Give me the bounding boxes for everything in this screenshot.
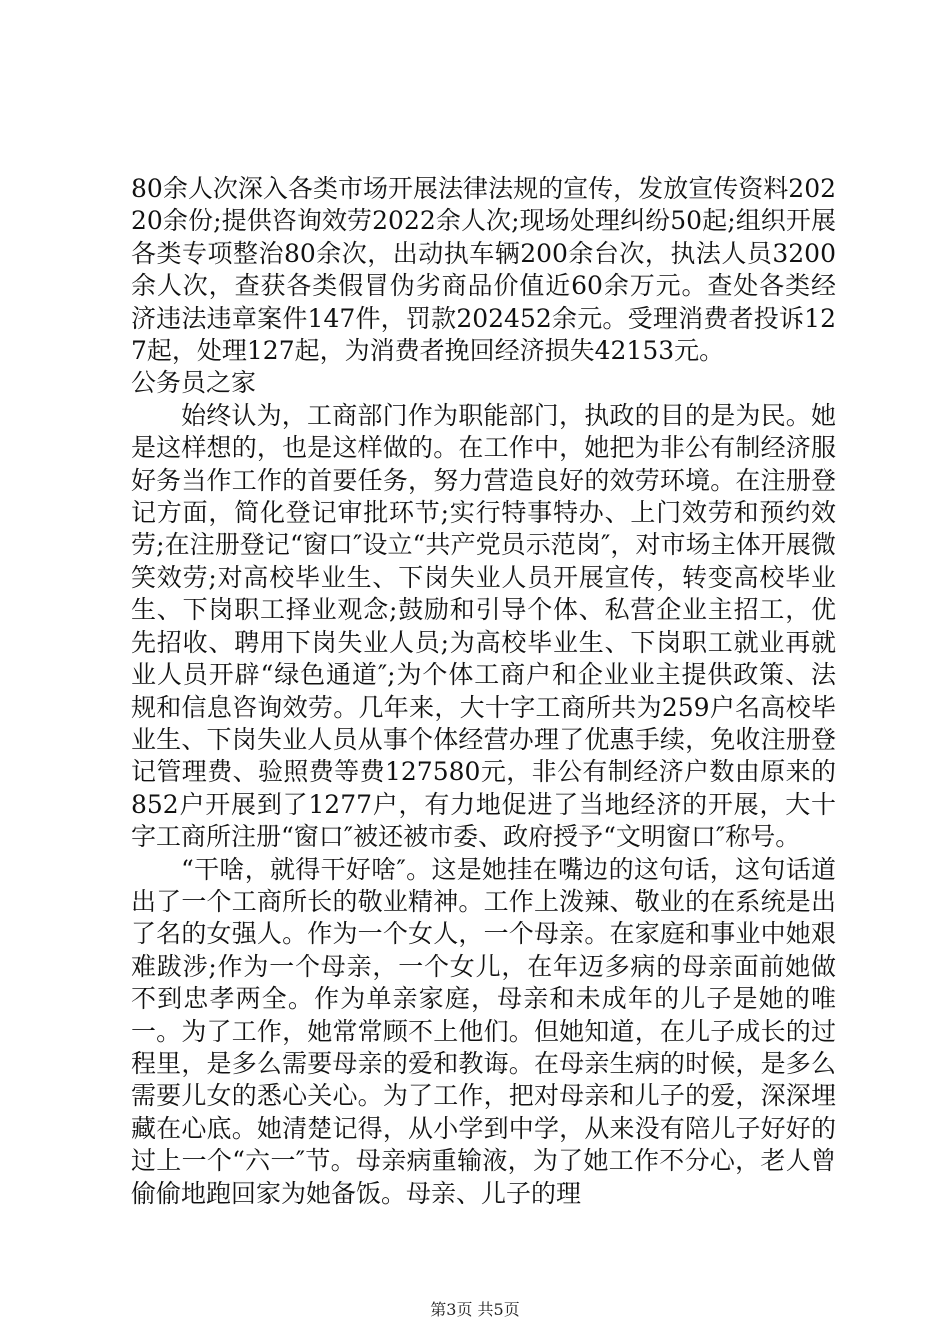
paragraph-service-work: 始终认为，工商部门作为职能部门，执政的目的是为民。她是这样想的，也是这样做的。在工作中，她把为非公有制经济服好务当作工作的首要任务，努力营造良好的效劳环境。在注册登记方面，简化登记审批环节;实行特事特办、上门效劳和预约效劳;在注册登记“窗口″设立“共产党员示范岗″，对市场主体开展微笑效劳;对高校毕业生、下岗失业人员开展宣传，转变高校毕业生、下岗职工择业观念;鼓励和引导个体、私营企业主招工，优先招收、聘用下岗失业人员;为高校毕业生、下岗职工就业再就业人员开辟“绿色通道″;为个体工商户和企业业主提供政策、法规和信息咨询效劳。几年来，大十字工商所共为259户名高校毕业生、下岗失业人员从事个体经营办理了优惠手续，免收注册登记管理费、验照费等费127580元，非公有制经济户数由原来的852户开展到了1277户，有力地促进了当地经济的开展，大十字工商所注册“窗口″被还被市委、政府授予“文明窗口″称号。 — [131, 400, 836, 852]
paragraph-dedication: “干啥，就得干好啥″。这是她挂在嘴边的这句话，这句话道出了一个工商所长的敬业精神。工作上泼辣、敬业的在系统是出了名的女强人。作为一个女人，一个母亲。在家庭和事业中她艰难跋涉;作为一个母亲，一个女儿，在年迈多病的母亲面前她做不到忠孝两全。作为单亲家庭，母亲和未成年的儿子是她的唯一。为了工作，她常常顾不上他们。但她知道，在儿子成长的过程里，是多么需要母亲的爱和教诲。在母亲生病的时候，是多么需要儿女的悉心关心。为了工作，把对母亲和儿子的爱，深深埋藏在心底。她清楚记得，从小学到中学，从来没有陪儿子好好的过上一个“六一″节。母亲病重输液，为了她工作不分心，老人曾偷偷地跑回家为她备饭。母亲、儿子的理 — [131, 854, 836, 1208]
paragraph-source-label: 公务员之家 — [131, 368, 257, 398]
document-body — [131, 173, 836, 1210]
page-number-footer: 第3页 共5页 — [430, 1300, 520, 1319]
paragraph-enforcement-stats: 80余人次深入各类市场开展法律法规的宣传，发放宣传资料20220余份;提供咨询效劳2022余人次;现场处理纠纷50起;组织开展各类专项整治80余次，出动执车辆200余台次，执法人员3200余人次，查获各类假冒伪劣商品价值近60余万元。查处各类经济违法违章案件147件，罚款202452余元。受理消费者投诉127起，处理127起，为消费者挽回经济损失42153元。 — [131, 174, 836, 366]
